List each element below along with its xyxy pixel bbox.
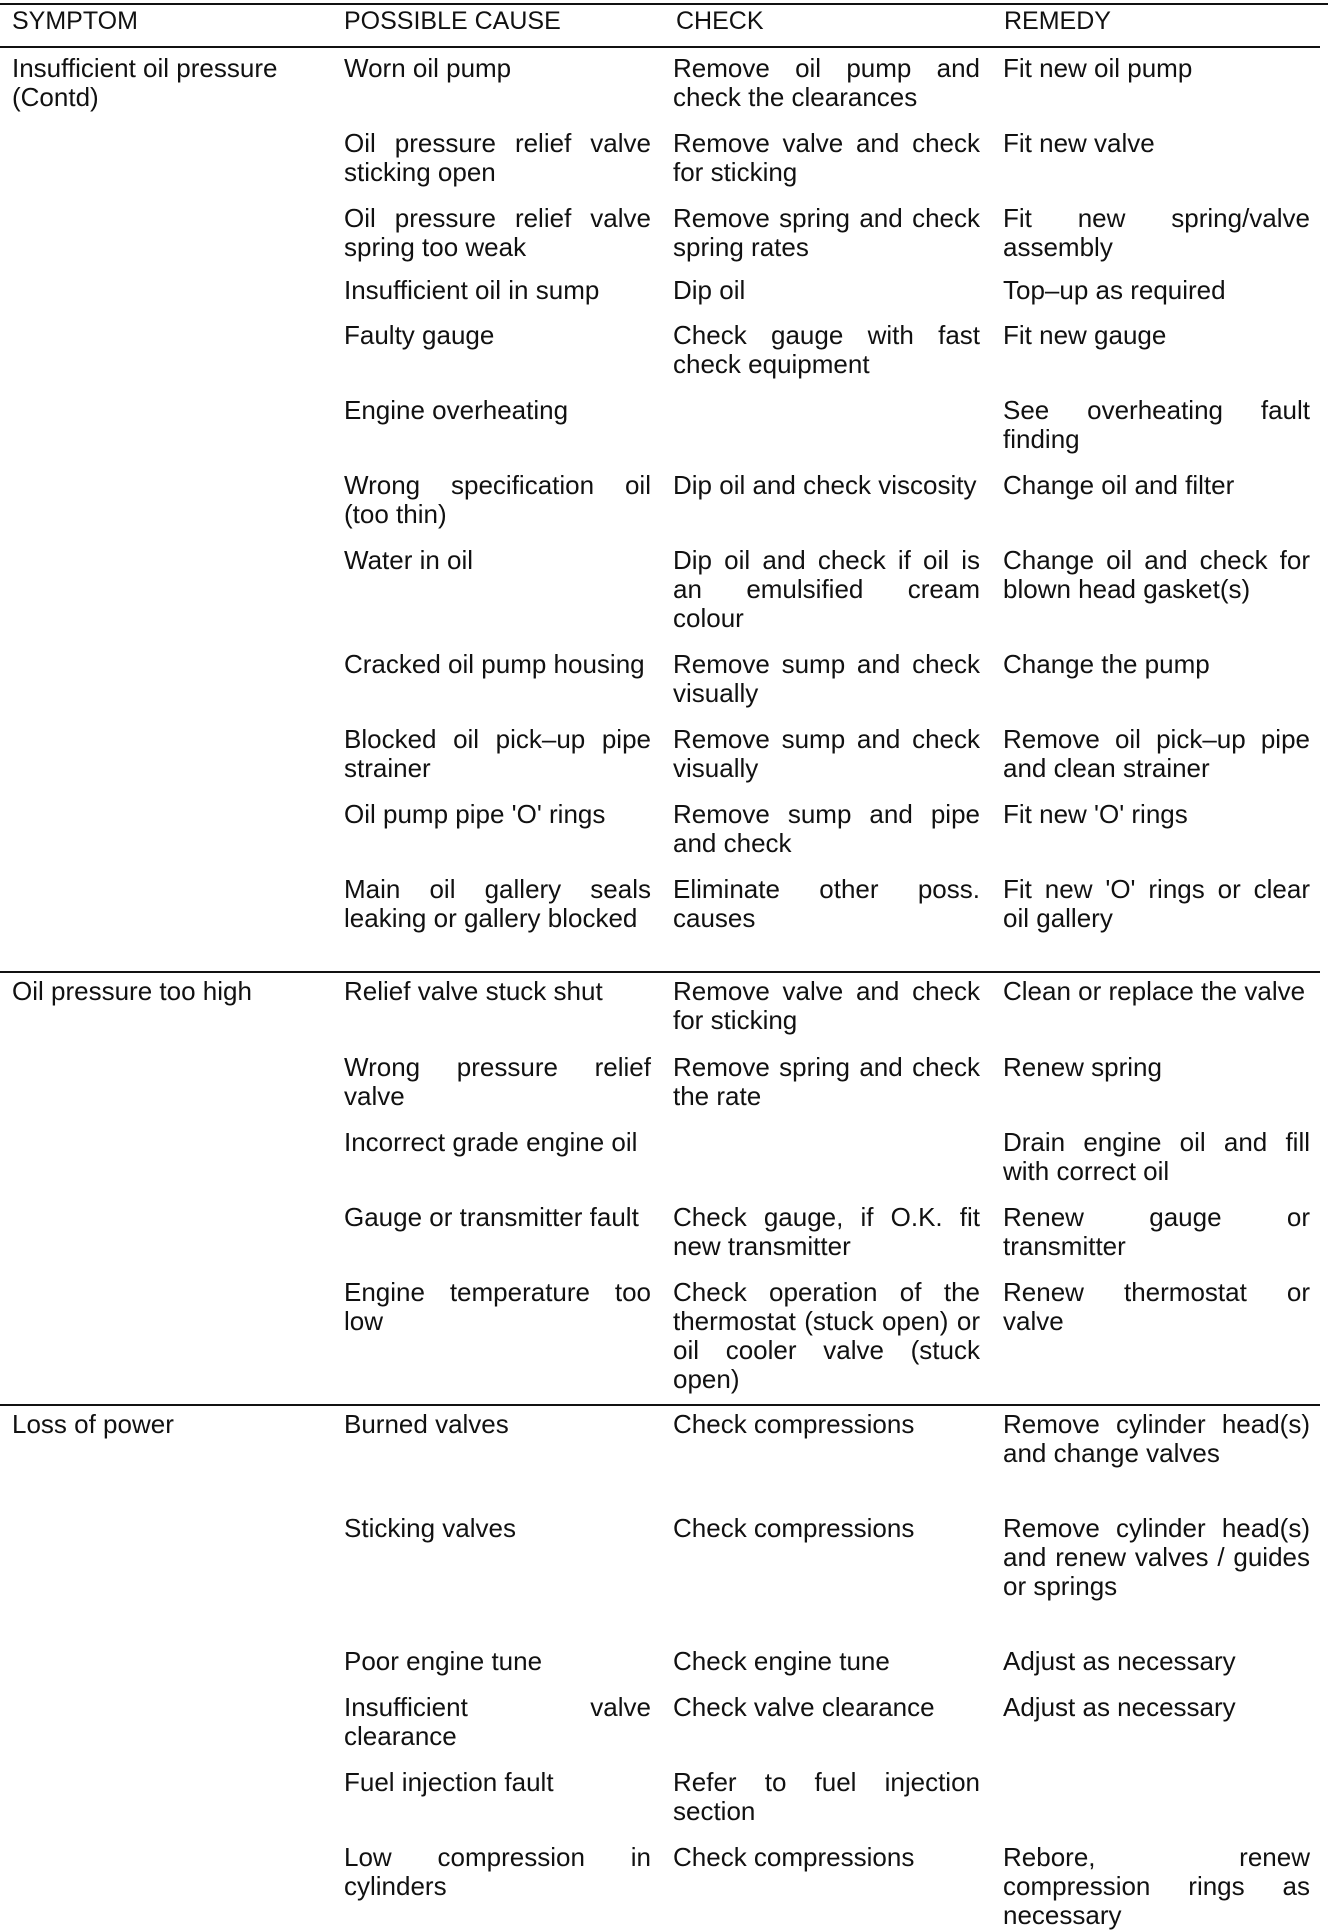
cause-cell: Insufficient valve clearance <box>344 1692 651 1751</box>
check-cell: Check engine tune <box>673 1646 890 1676</box>
cause-cell: Cracked oil pump housing <box>344 649 645 679</box>
check-cell: Dip oil <box>673 275 746 305</box>
check-cell: Remove sump and check visually <box>673 724 980 783</box>
header-possible-cause: POSSIBLE CAUSE <box>344 7 561 35</box>
remedy-cell: Fit new gauge <box>1003 320 1167 350</box>
cause-cell: Incorrect grade engine oil <box>344 1127 638 1157</box>
check-cell: Check gauge, if O.K. fit new transmitter <box>673 1202 980 1261</box>
check-cell: Eliminate other poss. causes <box>673 874 980 933</box>
cause-cell: Engine overheating <box>344 395 569 425</box>
check-cell: Check compressions <box>673 1513 915 1543</box>
cause-cell: Sticking valves <box>344 1513 516 1543</box>
remedy-cell: Fit new 'O' rings or clear oil gallery <box>1003 874 1310 933</box>
cause-cell: Water in oil <box>344 545 474 575</box>
remedy-cell: Renew thermostat or valve <box>1003 1277 1310 1336</box>
remedy-cell: Drain engine oil and fill with correct oil <box>1003 1127 1310 1186</box>
remedy-cell: Fit new 'O' rings <box>1003 799 1188 829</box>
remedy-cell: Renew spring <box>1003 1052 1162 1082</box>
remedy-cell: Top–up as required <box>1003 275 1226 305</box>
remedy-cell: Fit new oil pump <box>1003 53 1193 83</box>
cause-cell: Burned valves <box>344 1409 509 1439</box>
check-cell: Remove valve and check for sticking <box>673 128 980 187</box>
remedy-cell: Change oil and filter <box>1003 470 1235 500</box>
symptom-label: Oil pressure too high <box>12 976 252 1006</box>
check-cell: Remove oil pump and check the clearances <box>673 53 980 112</box>
remedy-cell: Remove oil pick–up pipe and clean strainer <box>1003 724 1310 783</box>
remedy-cell: Fit new spring/valve assembly <box>1003 203 1310 262</box>
cause-cell: Oil pressure relief valve spring too weak <box>344 203 651 262</box>
cause-cell: Gauge or transmitter fault <box>344 1202 639 1232</box>
check-cell: Remove sump and check visually <box>673 649 980 708</box>
header-remedy: REMEDY <box>1004 7 1111 35</box>
check-cell: Check gauge with fast check equipment <box>673 320 980 379</box>
cause-cell: Relief valve stuck shut <box>344 976 603 1006</box>
check-cell: Check valve clearance <box>673 1692 935 1722</box>
remedy-cell: Clean or replace the valve <box>1003 976 1306 1006</box>
check-cell: Check compressions <box>673 1842 915 1872</box>
cause-cell: Worn oil pump <box>344 53 512 83</box>
remedy-cell: Change oil and check for blown head gasket(s) <box>1003 545 1310 604</box>
check-cell: Check compressions <box>673 1409 915 1439</box>
cause-cell: Blocked oil pick–up pipe strainer <box>344 724 651 783</box>
check-cell: Dip oil and check if oil is an emulsified cream colour <box>673 545 980 633</box>
remedy-cell: Remove cylinder head(s) and change valves <box>1003 1409 1310 1468</box>
check-cell: Check operation of the thermostat (stuck open) or oil cooler valve (stuck open) <box>673 1277 980 1394</box>
top-rule <box>0 3 1328 5</box>
check-cell: Remove valve and check for sticking <box>673 976 980 1035</box>
group-rule <box>0 1404 1320 1406</box>
cause-cell: Wrong pressure relief valve <box>344 1052 651 1111</box>
remedy-cell: See overheating fault finding <box>1003 395 1310 454</box>
remedy-cell: Remove cylinder head(s) and renew valves / guides or springs <box>1003 1513 1310 1601</box>
cause-cell: Oil pressure relief valve sticking open <box>344 128 651 187</box>
header-check: CHECK <box>676 7 764 35</box>
remedy-cell: Adjust as necessary <box>1003 1646 1236 1676</box>
check-cell: Remove sump and pipe and check <box>673 799 980 858</box>
symptom-label: Insufficient oil pressure (Contd) <box>12 53 278 112</box>
symptom-label: Loss of power <box>12 1409 174 1439</box>
check-cell: Dip oil and check viscosity <box>673 470 977 500</box>
cause-cell: Poor engine tune <box>344 1646 543 1676</box>
cause-cell: Low compression in cylinders <box>344 1842 651 1901</box>
cause-cell: Faulty gauge <box>344 320 495 350</box>
remedy-cell: Fit new valve <box>1003 128 1155 158</box>
check-cell: Remove spring and check the rate <box>673 1052 980 1111</box>
check-cell: Refer to fuel injection section <box>673 1767 980 1826</box>
header-rule <box>0 46 1320 48</box>
remedy-cell: Renew gauge or transmitter <box>1003 1202 1310 1261</box>
header-symptom: SYMPTOM <box>12 7 138 35</box>
cause-cell: Wrong specification oil (too thin) <box>344 470 651 529</box>
cause-cell: Oil pump pipe 'O' rings <box>344 799 606 829</box>
cause-cell: Fuel injection fault <box>344 1767 554 1797</box>
group-rule <box>0 971 1320 973</box>
remedy-cell: Rebore, renew compression rings as necessary <box>1003 1842 1310 1930</box>
cause-cell: Engine temperature too low <box>344 1277 651 1336</box>
cause-cell: Insufficient oil in sump <box>344 275 600 305</box>
table-header <box>0 6 1328 46</box>
cause-cell: Main oil gallery seals leaking or gallery blocked <box>344 874 651 933</box>
remedy-cell: Adjust as necessary <box>1003 1692 1236 1722</box>
remedy-cell: Change the pump <box>1003 649 1210 679</box>
check-cell: Remove spring and check spring rates <box>673 203 980 262</box>
